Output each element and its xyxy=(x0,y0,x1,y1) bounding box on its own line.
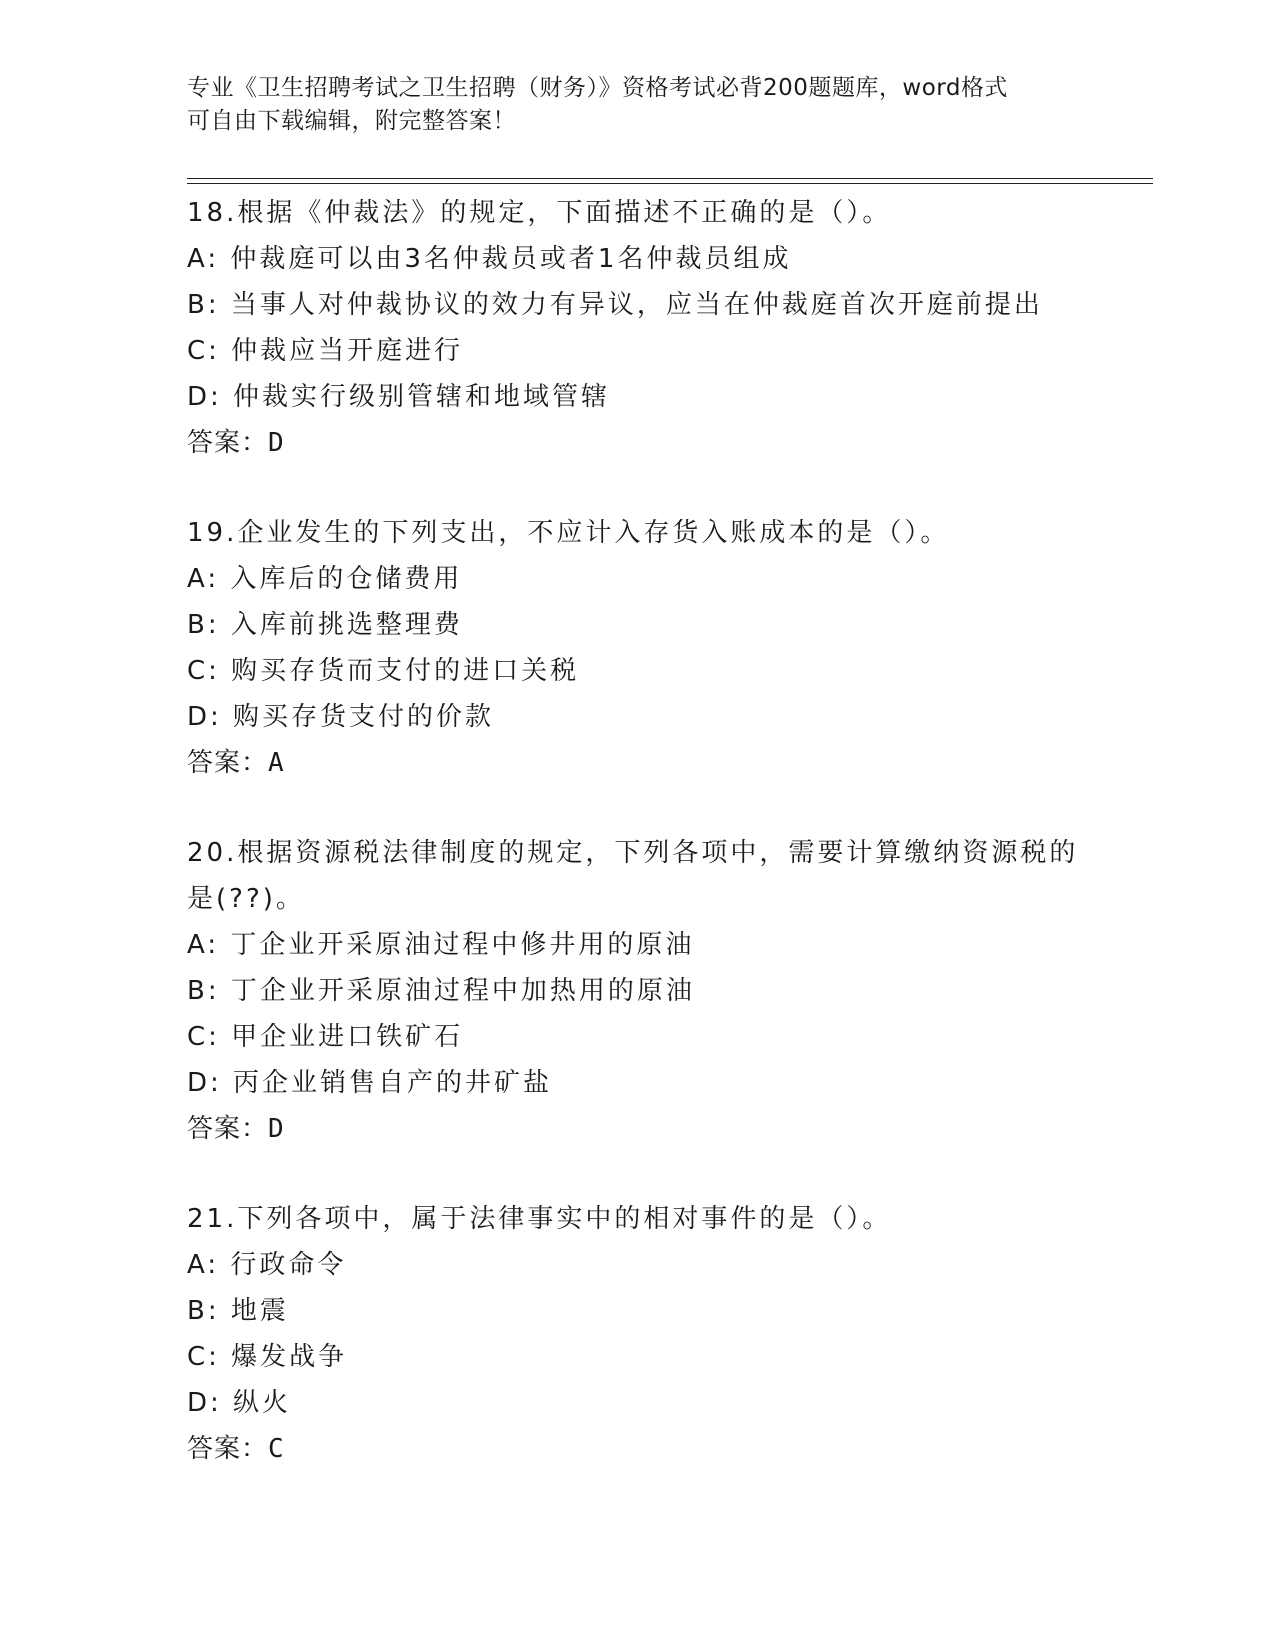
option-d: D: 丙企业销售自产的井矿盐 xyxy=(187,1068,553,1098)
answer-label: 答案： xyxy=(187,1114,269,1144)
option-a: A: 行政命令 xyxy=(187,1250,347,1280)
question-stem: 20.根据资源税法律制度的规定，下列各项中，需要计算缴纳资源税的 xyxy=(187,838,1079,868)
question-19 xyxy=(187,510,1087,786)
question-18 xyxy=(187,190,1087,466)
option-b: B: 入库前挑选整理费 xyxy=(187,610,463,640)
answer-label: 答案： xyxy=(187,1434,269,1464)
question-stem: 18.根据《仲裁法》的规定，下面描述不正确的是（）。 xyxy=(187,198,892,228)
answer-line xyxy=(187,1106,1087,1152)
option-d: D: 纵火 xyxy=(187,1388,292,1418)
answer-label: 答案： xyxy=(187,748,269,778)
option-b: B: 丁企业开采原油过程中加热用的原油 xyxy=(187,976,695,1006)
header-line-1: 专业《卫生招聘考试之卫生招聘（财务）》资格考试必背200题题库，word格式 xyxy=(187,75,1008,101)
header-divider-bottom xyxy=(187,183,1153,184)
option-b: B: 地震 xyxy=(187,1296,289,1326)
document-header xyxy=(187,72,1087,138)
header-line-2: 可自由下载编辑，附完整答案！ xyxy=(187,108,516,134)
option-d: D: 购买存货支付的价款 xyxy=(187,702,495,732)
header-divider-top xyxy=(187,178,1153,179)
answer-value: D xyxy=(268,1114,285,1144)
question-list xyxy=(187,190,1087,1516)
question-stem: 21.下列各项中，属于法律事实中的相对事件的是（）。 xyxy=(187,1204,892,1234)
option-a: A: 仲裁庭可以由3名仲裁员或者1名仲裁员组成 xyxy=(187,244,792,274)
option-c: C: 甲企业进口铁矿石 xyxy=(187,1022,464,1052)
option-c: C: 购买存货而支付的进口关税 xyxy=(187,656,580,686)
answer-line xyxy=(187,1426,1087,1472)
answer-value: A xyxy=(268,748,285,778)
option-c: C: 仲裁应当开庭进行 xyxy=(187,336,464,366)
question-stem: 19.企业发生的下列支出，不应计入存货入账成本的是（）。 xyxy=(187,518,950,548)
option-a: A: 入库后的仓储费用 xyxy=(187,564,463,594)
answer-line xyxy=(187,420,1087,466)
answer-line xyxy=(187,740,1087,786)
option-a: A: 丁企业开采原油过程中修井用的原油 xyxy=(187,930,695,960)
question-20 xyxy=(187,830,1087,1152)
option-b: B: 当事人对仲裁协议的效力有异议，应当在仲裁庭首次开庭前提出 xyxy=(187,290,1043,320)
answer-value: D xyxy=(268,428,285,458)
question-21 xyxy=(187,1196,1087,1472)
option-d: D: 仲裁实行级别管辖和地域管辖 xyxy=(187,382,611,412)
answer-value: C xyxy=(268,1434,285,1464)
answer-label: 答案： xyxy=(187,428,269,458)
option-c: C: 爆发战争 xyxy=(187,1342,348,1372)
question-stem-continued: 是(??)。 xyxy=(187,884,305,914)
